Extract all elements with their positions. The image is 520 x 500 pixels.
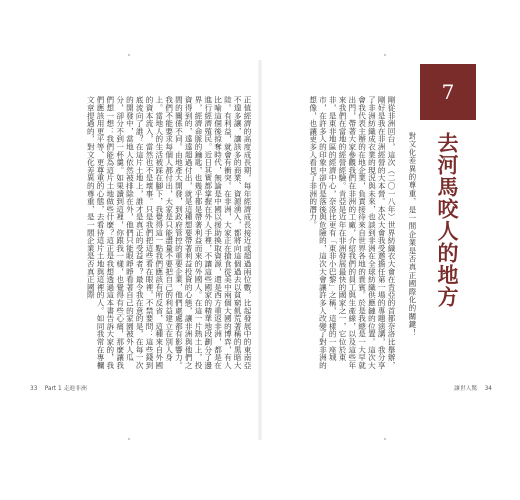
left-page-body: 正值經濟的高度成長期，每年經濟成長接近或超過兩位數，比起發展中的東南亞不遑多讓，讓該多的商業、資源湧入，都將向這個過去以貧窮飢荒著稱的黑暗大陸。有利益，就會有衝突。在非洲，大家正在搶食從美中兩個大國的博弈，有人比喻這個後掠奪時代，無論是中國以援助換取資源，還是西方重返非洲，都是在進行經濟殖民。近日其實都掌握在外人手裡，不讓這些國家的精華地段劃分了邊界，經濟命脈的鑰匙，也幾乎都是帶著利益而來的外國人。在這一片熱土上，投資得到的，遠遠超過付出，就是這種想要帶著利益投資的心態，讓非洲與他們之間的關係不同。由地產大開發，到政府管控的重要企業，他們處處都有影響力。我們不能要求每個人都付出，大家是只能盡量不要把自己的利益建立在別人身上。當地人的生活被踩在腳下，我覺得這一點我們應該有所反省，這種來自外國的資本流入，當然也不是壞事。只是我們把這些看在眼裡，不禁要問：這些錢到底流向了誰？在這片土地上，誰才是真正的受益者？最令我在意的是，在每一次的開發中，當地人依然被排除在外，他們只能眼睜睜看著自己的家園被外人瓜分，卻分不到一杯羹。如果讀到這裡，你跟我一樣，也覺得有些心痛，那麼讓我們想一想：我們能為這片土地做些什麼？這正是我想透過這本書告訴大家的，我們應該用更平等、更尊重的心態，去看待這片土地與這裡的人。如同我常在專欄文章提過的，對文化差異的尊重，是一間企業是否真正國際: [86, 96, 252, 369]
right-running-head: 讓世人驚: [454, 386, 478, 392]
chapter-title: 去河馬咬人的地方: [435, 132, 460, 308]
registration-mark: [384, 54, 386, 56]
chapter-subtitle: 對文化差異的尊重，是一間企業是否真正國際化的關鍵！: [408, 132, 417, 337]
registration-mark: [128, 54, 130, 56]
chapter-number: 7: [441, 80, 455, 104]
left-running-head: Part 1 走進非洲: [44, 386, 87, 392]
right-page-number: 34: [484, 386, 492, 392]
chapter-number-box: [420, 64, 476, 120]
right-footer: [454, 383, 492, 392]
registration-mark: [384, 438, 386, 440]
book-gutter: [258, 60, 262, 440]
left-footer: [30, 383, 87, 392]
registration-mark: [128, 438, 130, 440]
right-page-body: 剛從非洲回台，這次（二〇一八年）世界紡織衣大會在肯亞的首都奈洛比舉辦，剛好是我在非洲經營的大本營。本次大會我受邀擔任第一場的專題演講，我分享了非洲紡織成衣業的現況與未來，也談到非洲在全球紡織供應鏈的位置。這次大會我代表主辦的在地企業，負責接待來自世界各地的貴賓。於是我總是一大早就出門，帶著大家參觀我們在非洲的工廠，介紹我們的員工與生產線，以及這些年來我們在當地的經營經驗。肯亞是近年在非洲發展最快的國家之一，它位於東非，是東非地區的經濟中心，奈洛比更有「東非小巴黎」之稱，這樣的一座城市，在許多人的印象中卻仍是落後與危險的，這次大會讓許多人改變了對非洲的想像，也讓更多人看見了非洲的潛力。: [308, 96, 396, 369]
left-page-number: 33: [30, 386, 38, 392]
